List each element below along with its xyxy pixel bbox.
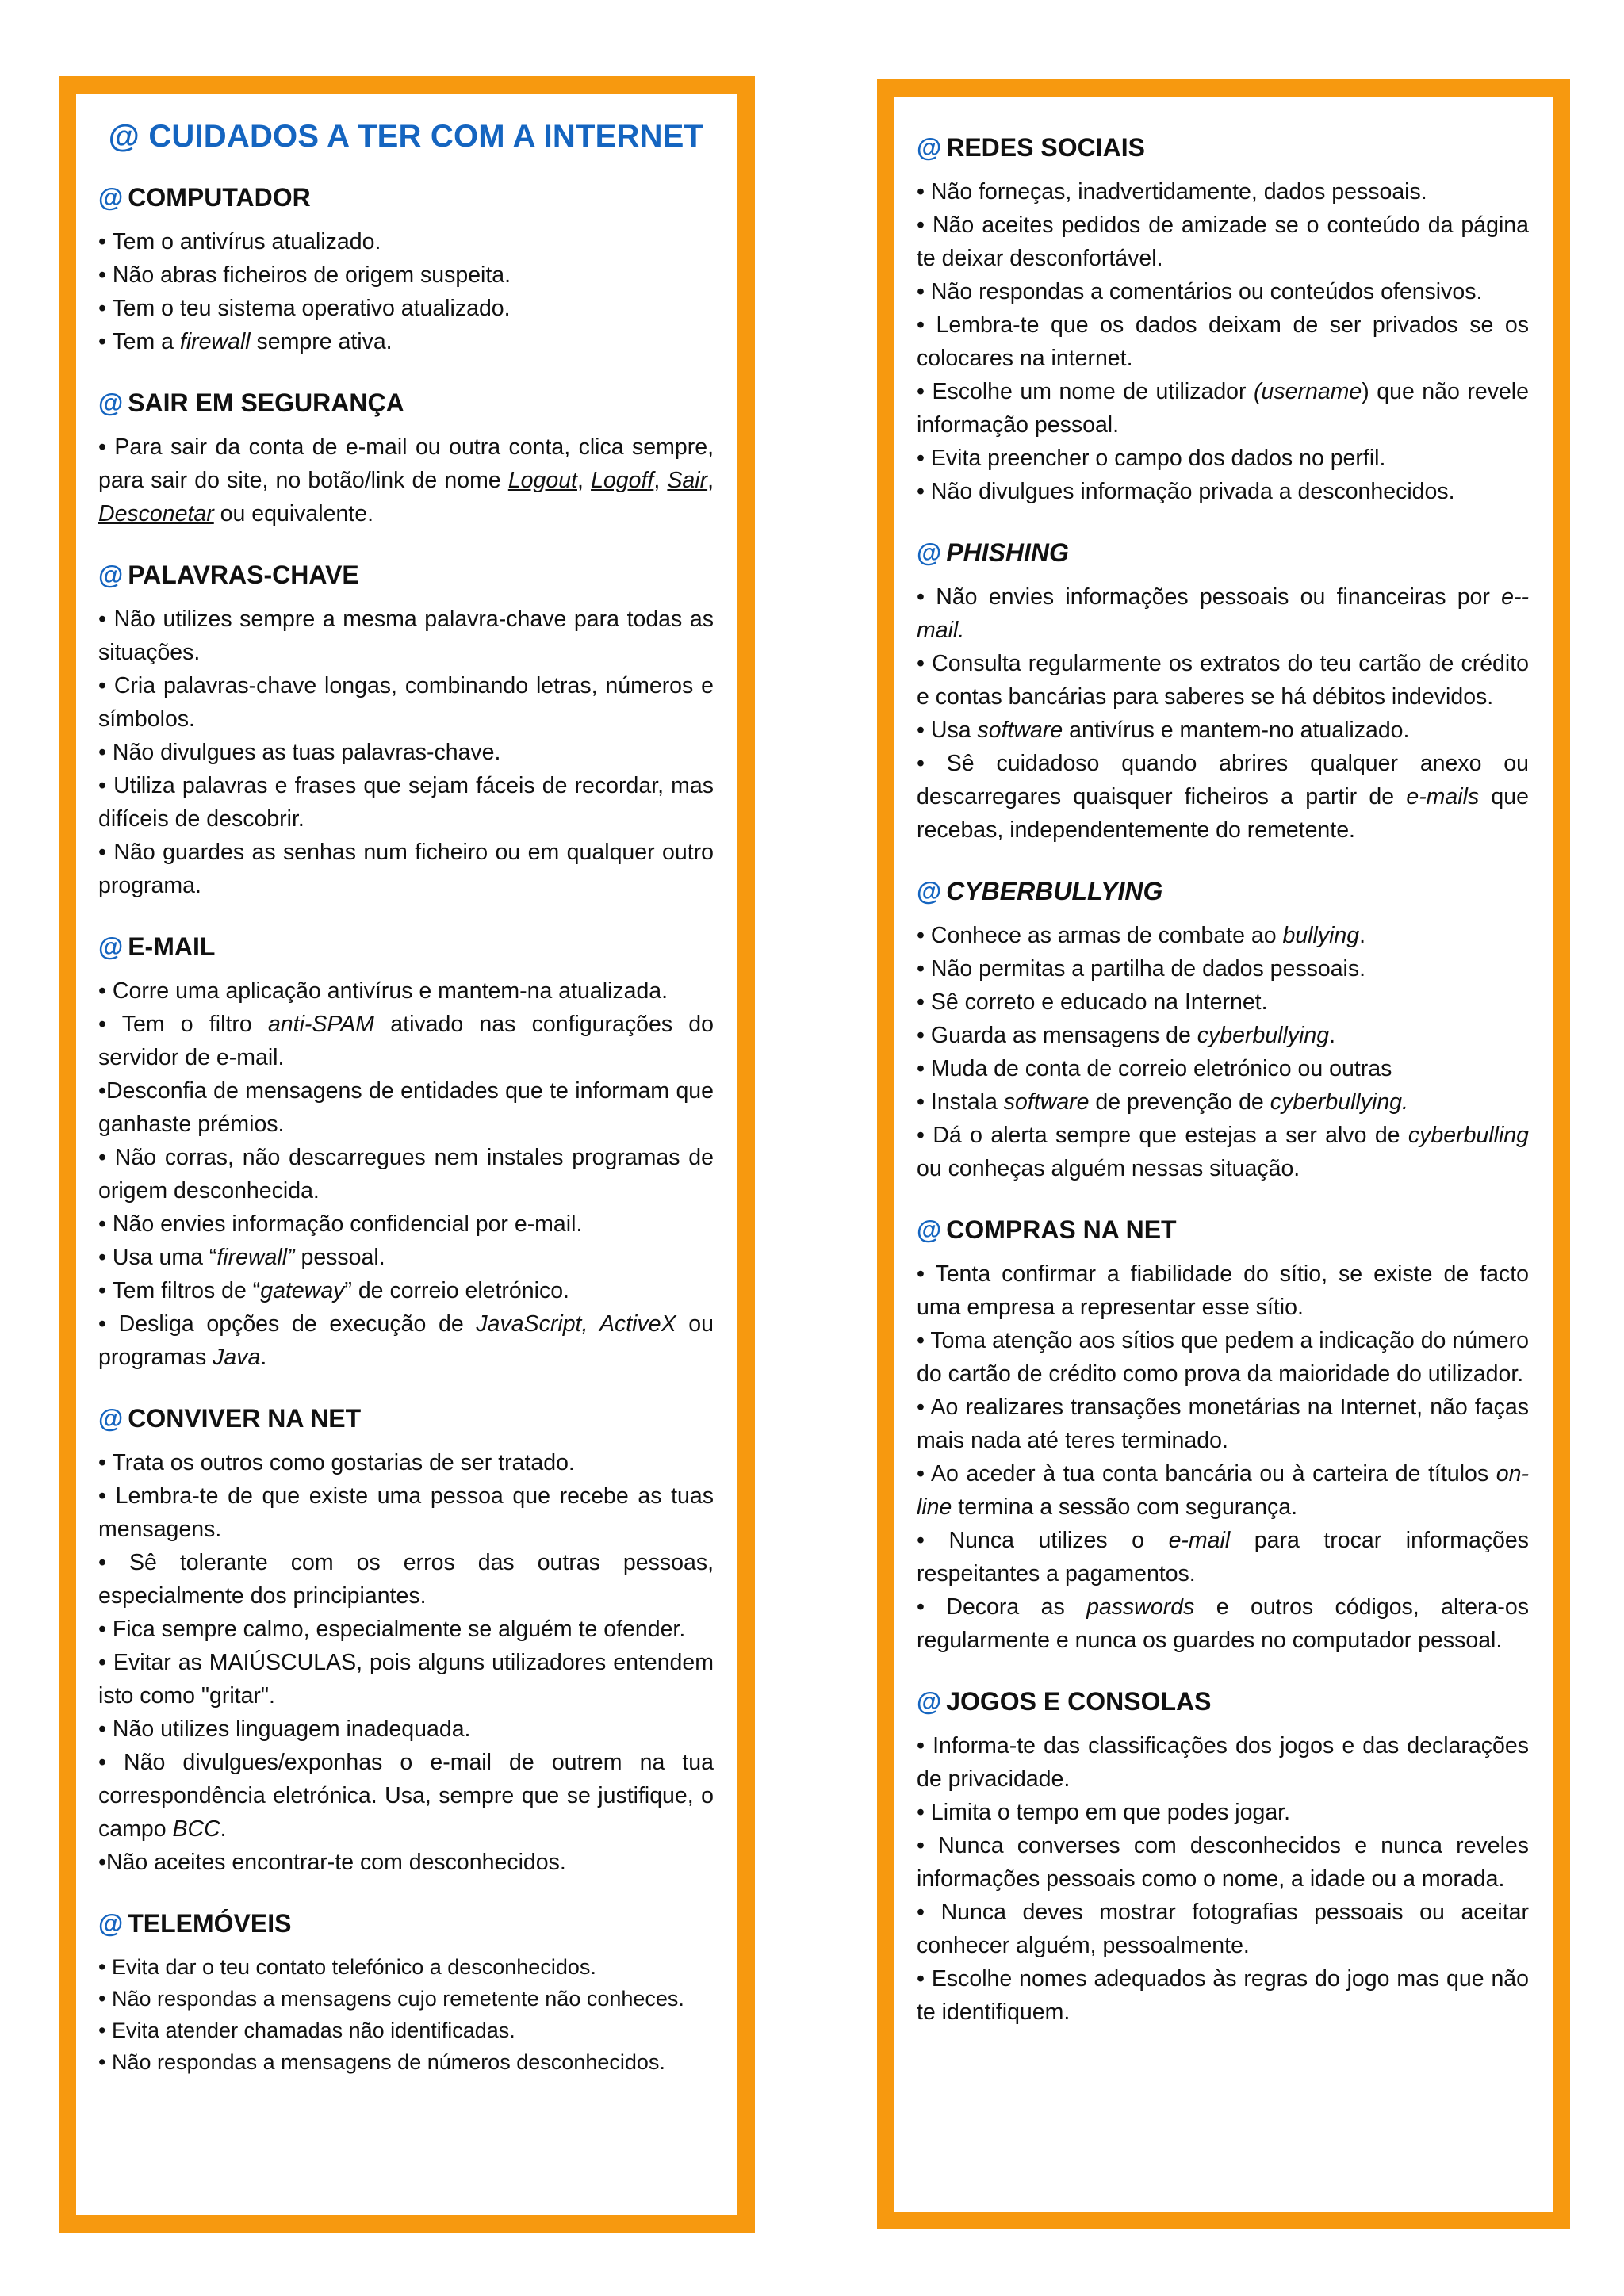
list-item xyxy=(917,1119,1529,1185)
section-cyberbullying xyxy=(917,877,1529,1185)
item-text: sempre ativa. xyxy=(250,329,393,354)
left-column-panel xyxy=(59,76,755,2233)
item-text: • Não divulgues/exponhas o e-mail de outrem na tua correspondência eletrónica. Usa, sempre que se justifique, o campo xyxy=(98,1750,714,1842)
item-text: • Nunca converses com desconhecidos e nunca reveles informações pessoais como o nome, a idade ou a morada. xyxy=(917,1833,1529,1892)
item-text: • Não divulgues as tuas palavras-chave. xyxy=(98,740,501,765)
section-heading xyxy=(98,932,714,962)
item-text: ou programas xyxy=(98,1311,714,1370)
page-title: @ CUIDADOS A TER COM A INTERNET xyxy=(108,119,704,154)
item-text: • Tem o antivírus atualizado. xyxy=(98,229,381,254)
list-item xyxy=(98,1479,714,1546)
list-item xyxy=(98,1207,714,1241)
item-text: • Muda de conta de correio eletrónico ou outras xyxy=(917,1056,1392,1081)
section-heading xyxy=(917,133,1529,163)
item-text: • Não corras, não descarregues nem instales programas de origem desconhecida. xyxy=(98,1145,714,1203)
at-symbol: @ xyxy=(917,877,942,905)
list-item xyxy=(917,919,1529,952)
item-text: • Tem filtros de “ xyxy=(98,1278,261,1303)
list-item xyxy=(917,1324,1529,1391)
item-text: • Cria palavras-chave longas, combinando letras, números e símbolos. xyxy=(98,673,714,732)
list-item xyxy=(98,1746,714,1846)
right-sections xyxy=(917,133,1529,2029)
link-text: Logoff xyxy=(591,468,654,493)
section-heading-text: JOGOS E CONSOLAS xyxy=(946,1687,1212,1716)
list-item xyxy=(98,836,714,902)
at-symbol: @ xyxy=(98,932,124,961)
list-item xyxy=(917,1896,1529,1962)
item-text: • Nunca deves mostrar fotografias pessoais ou aceitar conhecer alguém, pessoalmente. xyxy=(917,1900,1529,1958)
item-text: BCC xyxy=(172,1816,220,1842)
item-text: pessoal. xyxy=(294,1245,385,1270)
item-text: e-mail xyxy=(1168,1528,1231,1553)
item-text: • Ao aceder à tua conta bancária ou à carteira de títulos xyxy=(917,1461,1496,1487)
section-heading xyxy=(98,388,714,418)
item-text: • Evita dar o teu contato telefónico a desconhecidos. xyxy=(98,1955,596,1979)
item-text: • Evita preencher o campo dos dados no perfil. xyxy=(917,446,1386,471)
list-item xyxy=(917,1962,1529,2029)
item-text: • Não permitas a partilha de dados pessoais. xyxy=(917,956,1366,982)
item-text: • Não divulgues informação privada a desconhecidos. xyxy=(917,479,1455,504)
item-text: cyberbulling xyxy=(1408,1123,1529,1148)
item-text: • Toma atenção aos sítios que pedem a indicação do número do cartão de crédito como prova da maioridade do utilizador. xyxy=(917,1328,1529,1387)
list-item xyxy=(917,175,1529,209)
list-item xyxy=(98,1274,714,1307)
list-item xyxy=(917,1524,1529,1590)
list-item xyxy=(917,1052,1529,1085)
item-text: para trocar informações respeitantes a pagamentos. xyxy=(917,1528,1529,1586)
item-text: ou conheças alguém nessas situação. xyxy=(917,1156,1300,1181)
list-item xyxy=(98,325,714,358)
list-item xyxy=(917,375,1529,442)
link-text: Desconetar xyxy=(98,501,214,526)
list-item xyxy=(917,1729,1529,1796)
item-text: • Lembra-te que os dados deixam de ser privados se os colocares na internet. xyxy=(917,312,1529,371)
item-text: • Tem a xyxy=(98,329,180,354)
section-heading-text: TELEMÓVEIS xyxy=(128,1909,292,1938)
section-redes-sociais xyxy=(917,133,1529,508)
item-text: . xyxy=(1359,923,1366,948)
item-text: anti-SPAM xyxy=(267,1012,375,1037)
item-text: • Lembra-te de que existe uma pessoa que recebe as tuas mensagens. xyxy=(98,1483,714,1542)
list-item xyxy=(98,1241,714,1274)
item-text: . xyxy=(220,1816,227,1842)
item-text: • Usa uma “ xyxy=(98,1245,217,1270)
item-text: • Não abras ficheiros de origem suspeita. xyxy=(98,262,511,288)
item-text: software xyxy=(977,718,1063,743)
item-text: on-line xyxy=(917,1461,1529,1520)
list-item xyxy=(917,952,1529,985)
item-text: • Dá o alerta sempre que estejas a ser alvo de xyxy=(917,1123,1408,1148)
section-heading xyxy=(98,1404,714,1433)
section-heading-text: PALAVRAS-CHAVE xyxy=(128,561,359,589)
section-heading-text: PHISHING xyxy=(946,538,1069,567)
item-text: cyberbullying. xyxy=(1270,1089,1408,1115)
item-text: • Fica sempre calmo, especialmente se alguém te ofender. xyxy=(98,1617,686,1642)
list-item xyxy=(917,1796,1529,1829)
item-text: software xyxy=(1003,1089,1090,1115)
list-item xyxy=(98,292,714,325)
list-item xyxy=(98,1446,714,1479)
item-text: e-- mail. xyxy=(917,584,1529,643)
item-text: • Não utilizes linguagem inadequada. xyxy=(98,1716,471,1742)
item-text: • Sê correto e educado na Internet. xyxy=(917,989,1268,1015)
section-heading-text: E-MAIL xyxy=(128,932,216,961)
item-text: • Sê cuidadoso quando abrires qualquer anexo ou descarregares quaisquer ficheiros a partir de xyxy=(917,751,1529,809)
item-text: • Nunca utilizes o xyxy=(917,1528,1169,1553)
item-text: • Decora as xyxy=(917,1594,1087,1620)
at-symbol: @ xyxy=(98,183,124,212)
list-item xyxy=(98,1141,714,1207)
list-item xyxy=(98,1646,714,1712)
item-text: • Evitar as MAIÚSCULAS, pois alguns utilizadores entendem isto como "gritar". xyxy=(98,1650,714,1709)
list-item xyxy=(917,1391,1529,1457)
section-compras-na-net xyxy=(917,1215,1529,1657)
item-text: • Não aceites pedidos de amizade se o conteúdo da página te deixar desconfortável. xyxy=(917,212,1529,271)
item-text: passwords xyxy=(1086,1594,1195,1620)
item-text: • Não respondas a comentários ou conteúdos ofensivos. xyxy=(917,279,1483,304)
list-item xyxy=(917,985,1529,1019)
item-text: que recebas, independentemente do remetente. xyxy=(917,784,1529,843)
list-item xyxy=(917,442,1529,475)
item-text: termina a sessão com segurança. xyxy=(952,1494,1298,1520)
item-text: • Limita o tempo em que podes jogar. xyxy=(917,1800,1291,1825)
section-conviver-na-net xyxy=(98,1404,714,1879)
item-text: • Tem o teu sistema operativo atualizado. xyxy=(98,296,511,321)
list-item xyxy=(917,308,1529,375)
item-text: e-mails xyxy=(1406,784,1480,809)
item-text: ) que não revele informação pessoal. xyxy=(917,379,1529,438)
section-heading-text: CONVIVER NA NET xyxy=(128,1404,362,1433)
item-text: • Escolhe um nome de utilizador xyxy=(917,379,1254,404)
at-symbol: @ xyxy=(98,1404,124,1433)
item-text: firewall” xyxy=(216,1245,295,1270)
list-item xyxy=(917,747,1529,847)
right-column-panel xyxy=(877,79,1570,2229)
list-item xyxy=(917,1257,1529,1324)
item-text: • Não envies informação confidencial por e-mail. xyxy=(98,1211,583,1237)
item-text: • Não utilizes sempre a mesma palavra-chave para todas as situações. xyxy=(98,607,714,665)
item-text: • Para sair da conta de e-mail ou outra conta, clica sempre, para sair do site, no botão/link de nome xyxy=(98,434,714,493)
item-text: ” de correio eletrónico. xyxy=(344,1278,569,1303)
at-symbol: @ xyxy=(917,133,942,162)
item-text: • Evita atender chamadas não identificadas. xyxy=(98,2019,515,2042)
list-item xyxy=(98,225,714,258)
item-text: •Desconfia de mensagens de entidades que te informam que ganhaste prémios. xyxy=(98,1078,714,1137)
section-heading xyxy=(917,877,1529,906)
section-heading-text: COMPRAS NA NET xyxy=(946,1215,1177,1244)
list-item xyxy=(917,1085,1529,1119)
link-text: Sair xyxy=(667,468,708,493)
list-item xyxy=(98,1613,714,1646)
list-item xyxy=(98,2046,714,2078)
item-text: (username xyxy=(1254,379,1362,404)
item-text: • Não envies informações pessoais ou financeiras por xyxy=(917,584,1502,610)
at-symbol: @ xyxy=(917,1215,942,1244)
section-heading xyxy=(98,561,714,590)
section-heading-text: CYBERBULLYING xyxy=(946,877,1163,905)
section-heading-text: SAIR EM SEGURANÇA xyxy=(128,388,404,417)
item-text: • Não respondas a mensagens de números desconhecidos. xyxy=(98,2050,665,2074)
section-heading xyxy=(98,183,714,212)
list-item xyxy=(98,974,714,1008)
item-text: bullying xyxy=(1282,923,1360,948)
item-text: • Desliga opções de execução de xyxy=(98,1311,477,1337)
item-text: firewall xyxy=(179,329,251,354)
item-text: cyberbullying xyxy=(1197,1023,1330,1048)
list-item xyxy=(98,1074,714,1141)
list-item xyxy=(917,209,1529,275)
at-symbol: @ xyxy=(98,561,124,589)
item-text: de prevenção de xyxy=(1089,1089,1270,1115)
item-text: • Conhece as armas de combate ao xyxy=(917,923,1283,948)
item-text: • Tem o filtro xyxy=(98,1012,268,1037)
list-item xyxy=(917,475,1529,508)
item-text: • Informa-te das classificações dos jogos e das declarações de privacidade. xyxy=(917,1733,1529,1792)
item-text: ativado nas configurações do servidor de e-mail. xyxy=(98,1012,714,1070)
at-symbol: @ xyxy=(917,1687,942,1716)
link-text: Logout xyxy=(508,468,577,493)
list-item xyxy=(98,1983,714,2015)
list-item xyxy=(917,1019,1529,1052)
item-text: • Não respondas a mensagens cujo remetente não conheces. xyxy=(98,1987,684,2011)
item-text: •Não aceites encontrar-te com desconhecidos. xyxy=(98,1850,566,1875)
list-item xyxy=(98,736,714,769)
section-computador xyxy=(98,183,714,358)
list-item xyxy=(98,1712,714,1746)
item-text: • Escolhe nomes adequados às regras do jogo mas que não te identifiquem. xyxy=(917,1966,1529,2025)
section-jogos-e-consolas xyxy=(917,1687,1529,2029)
list-item xyxy=(98,258,714,292)
item-text: . xyxy=(260,1345,267,1370)
list-item xyxy=(98,1951,714,1983)
item-text: • Utiliza palavras e frases que sejam fáceis de recordar, mas difíceis de descobrir. xyxy=(98,773,714,832)
section-telemoveis xyxy=(98,1909,714,2078)
list-item xyxy=(917,580,1529,647)
item-text: . xyxy=(1329,1023,1336,1048)
at-symbol: @ xyxy=(98,1909,124,1938)
item-text: JavaScript, ActiveX xyxy=(476,1311,676,1337)
item-text: Java xyxy=(213,1345,261,1370)
list-item xyxy=(98,1307,714,1374)
list-item xyxy=(98,1546,714,1613)
list-item xyxy=(98,2015,714,2046)
list-item xyxy=(98,603,714,669)
item-text: ou equivalente. xyxy=(213,501,373,526)
list-item xyxy=(98,669,714,736)
at-symbol: @ xyxy=(917,538,942,567)
item-text: • Consulta regularmente os extratos do teu cartão de crédito e contas bancárias para saberes se há débitos indevidos. xyxy=(917,651,1529,710)
section-palavras-chave xyxy=(98,561,714,902)
list-item xyxy=(98,430,714,530)
item-text: • Ao realizares transações monetárias na Internet, não faças mais nada até teres terminado. xyxy=(917,1395,1529,1453)
list-item xyxy=(917,275,1529,308)
section-e-mail xyxy=(98,932,714,1374)
at-symbol: @ xyxy=(98,388,124,417)
list-item xyxy=(917,1590,1529,1657)
section-heading-text: COMPUTADOR xyxy=(128,183,311,212)
list-item xyxy=(917,1457,1529,1524)
list-item xyxy=(917,1829,1529,1896)
list-item xyxy=(917,714,1529,747)
list-item xyxy=(917,647,1529,714)
list-item xyxy=(98,1846,714,1879)
item-text: e outros códigos, altera-os regularmente e nunca os guardes no computador pessoal. xyxy=(917,1594,1529,1653)
section-heading-text: REDES SOCIAIS xyxy=(946,133,1145,162)
item-text: gateway xyxy=(260,1278,345,1303)
item-text: , xyxy=(707,468,714,493)
section-heading xyxy=(98,1909,714,1938)
section-heading xyxy=(917,1687,1529,1716)
section-phishing xyxy=(917,538,1529,847)
item-text: • Não forneças, inadvertidamente, dados pessoais. xyxy=(917,179,1427,205)
item-text: , xyxy=(576,468,592,493)
section-heading xyxy=(917,1215,1529,1245)
section-heading xyxy=(917,538,1529,568)
item-text: • Usa xyxy=(917,718,978,743)
item-text: • Não guardes as senhas num ficheiro ou em qualquer outro programa. xyxy=(98,840,714,898)
item-text: • Trata os outros como gostarias de ser tratado. xyxy=(98,1450,575,1475)
list-item xyxy=(98,1008,714,1074)
list-item xyxy=(98,769,714,836)
item-text: antivírus e mantem-no atualizado. xyxy=(1063,718,1410,743)
item-text: , xyxy=(653,468,668,493)
item-text: • Corre uma aplicação antivírus e mantem-na atualizada. xyxy=(98,978,668,1004)
item-text: • Guarda as mensagens de xyxy=(917,1023,1197,1048)
item-text: • Sê tolerante com os erros das outras pessoas, especialmente dos principiantes. xyxy=(98,1550,714,1609)
section-sair-em-seguranca xyxy=(98,388,714,530)
item-text: • Tenta confirmar a fiabilidade do sítio, se existe de facto uma empresa a representar esse sítio. xyxy=(917,1261,1529,1320)
left-sections xyxy=(98,183,714,2078)
item-text: • Instala xyxy=(917,1089,1004,1115)
